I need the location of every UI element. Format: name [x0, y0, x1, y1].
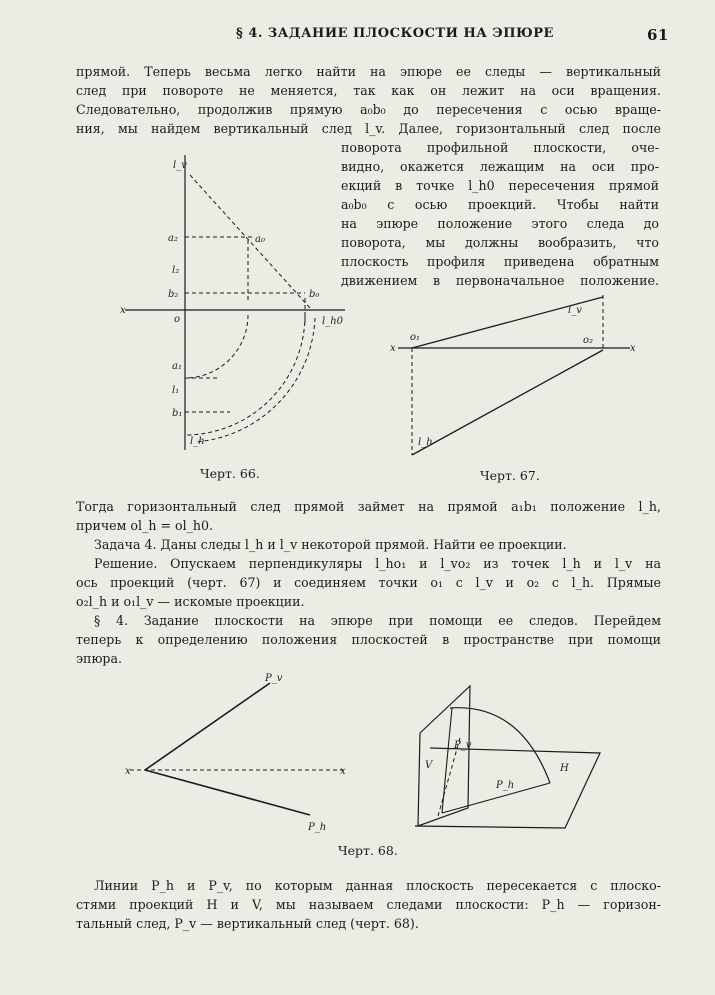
- paragraph-middle: [76, 497, 661, 668]
- label-h: H: [560, 763, 569, 774]
- text-line: теперь к определению положения плоскостей в пространстве при помощи: [76, 632, 661, 647]
- text-line: екций в точке l_h0 пересечения прямой: [341, 178, 659, 193]
- label-pv: P_v: [265, 673, 283, 684]
- text-line: a₀b₀ с осью проекций. Чтобы найти: [341, 197, 659, 212]
- label-x-left: x: [390, 343, 396, 354]
- text-line: ния, мы найдем вертикальный след l_v. Далее, горизонтальный след после: [76, 121, 661, 136]
- label-l2: l₂: [172, 265, 180, 276]
- paragraph-right-column: [341, 138, 659, 290]
- projection-o2-lh: [412, 350, 603, 455]
- text-line: Линии P_h и P_v, по которым данная плоскость пересекается с плоско-: [94, 878, 661, 893]
- text-line: стями проекций H и V, мы называем следами плоскости: P_h — горизон-: [76, 897, 661, 912]
- label-ph: P_h: [308, 822, 327, 833]
- page-number: 61: [647, 26, 669, 44]
- line-lv-a0-b0: [190, 175, 310, 308]
- text-line: поворота профильной плоскости, оче-: [341, 140, 659, 155]
- label-lh: l_h: [418, 437, 433, 448]
- label-x: x: [120, 305, 126, 316]
- text-line: o₂l_h и o₁l_v — искомые проекции.: [76, 594, 305, 609]
- text-line: ось проекций (черт. 67) и соединяем точки o₁ с l_v и o₂ с l_h. Прямые: [76, 575, 661, 590]
- label-ph: P_h: [496, 780, 515, 791]
- label-o: o: [174, 314, 181, 325]
- label-lh: l_h: [190, 436, 205, 447]
- trace-pv: [145, 683, 270, 770]
- page-header-title: § 4. ЗАДАНИЕ ПЛОСКОСТИ НА ЭПЮРЕ: [236, 26, 554, 41]
- text-line: причем ol_h = ol_h0.: [76, 518, 214, 533]
- caption-figure-66: Черт. 66.: [200, 466, 260, 481]
- figure-67: [390, 285, 640, 465]
- label-o2: o₂: [583, 335, 594, 346]
- label-o1: o₁: [410, 332, 421, 343]
- trace-pv-spatial: [442, 708, 452, 813]
- paragraph-top: [76, 62, 661, 138]
- trace-ph: [145, 770, 310, 815]
- label-lv: l_v: [568, 305, 582, 316]
- text-line: § 4. Задание плоскости на эпюре при помощи ее следов. Перейдем: [94, 613, 661, 628]
- text-line: эпюра.: [76, 651, 122, 666]
- text-line: тальный след, P_v — вертикальный след (черт. 68).: [76, 916, 419, 931]
- label-a1: a₁: [172, 361, 182, 372]
- arc-a: [185, 315, 248, 378]
- arc-lh: [195, 318, 315, 442]
- text-line: след при повороте не меняется, так как он лежит на оси вращения.: [76, 83, 661, 98]
- label-b0: b₀: [309, 289, 320, 300]
- label-pv: P_v: [454, 740, 472, 751]
- paragraph-bottom: [76, 876, 661, 933]
- text-line: Задача 4. Даны следы l_h и l_v некоторой прямой. Найти ее проекции.: [94, 537, 567, 552]
- label-x-right: x: [340, 766, 346, 777]
- figure-66: [110, 150, 355, 460]
- label-lv: l_v: [173, 160, 187, 171]
- label-x-left: x: [125, 766, 131, 777]
- figure-68-traces: [120, 665, 350, 840]
- text-line: Решение. Опускаем перпендикуляры l_ho₁ и l_vo₂ из точек l_h и l_v на: [94, 556, 661, 571]
- label-b2: b₂: [168, 289, 179, 300]
- plane-v: [418, 686, 470, 826]
- label-a2: a₂: [168, 233, 178, 244]
- text-line: поворота, мы должны вообразить, что: [341, 235, 659, 250]
- label-lh0: l_h0: [322, 316, 344, 327]
- label-l1: l₁: [172, 385, 180, 396]
- label-x-right: x: [630, 343, 636, 354]
- label-a0: a₀: [255, 234, 265, 245]
- text-line: Следовательно, продолжив прямую a₀b₀ до пересечения с осью враще-: [76, 102, 661, 117]
- label-v: V: [425, 760, 433, 771]
- caption-figure-68: Черт. 68.: [338, 843, 398, 858]
- figure-68-spatial: [400, 668, 615, 833]
- text-line: движением в первоначальное положение.: [341, 273, 659, 288]
- text-line: плоскость профиля приведена обратным: [341, 254, 659, 269]
- label-b1: b₁: [172, 408, 183, 419]
- text-line: на эпюре положение этого следа до: [341, 216, 659, 231]
- caption-figure-67: Черт. 67.: [480, 468, 540, 483]
- text-line: прямой. Теперь весьма легко найти на эпюре ее следы — вертикальный: [76, 64, 661, 79]
- text-line: Тогда горизонтальный след прямой займет на прямой a₁b₁ положение l_h,: [76, 499, 661, 514]
- text-line: видно, окажется лежащим на оси про-: [341, 159, 659, 174]
